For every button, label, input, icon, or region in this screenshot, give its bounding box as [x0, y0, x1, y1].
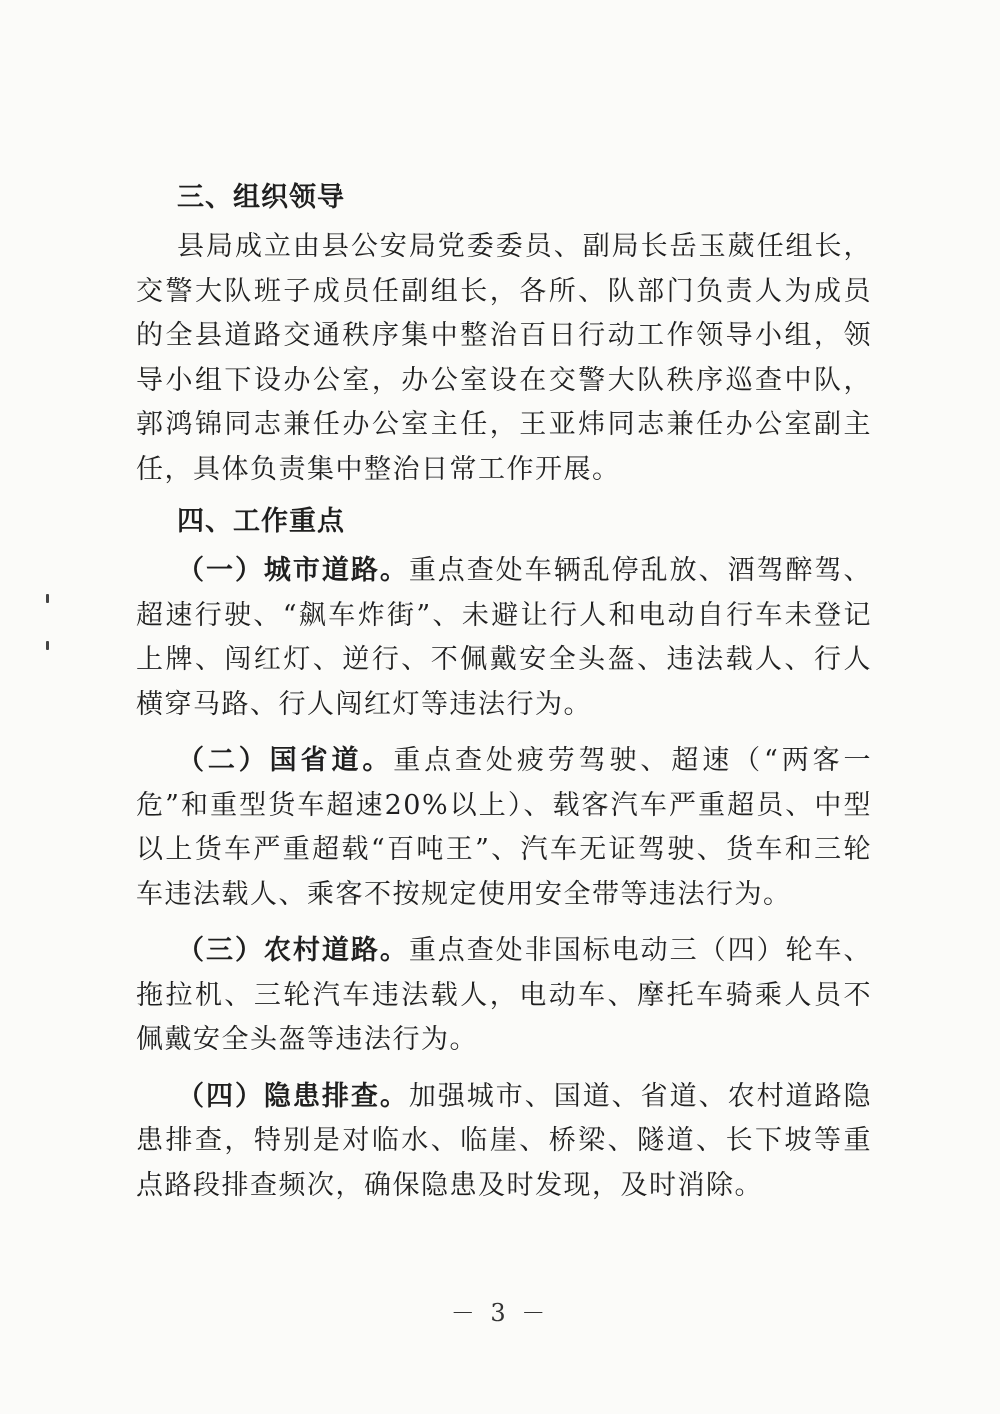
section-heading: 四、工作重点 — [177, 506, 345, 537]
paragraph-text: 加强城市、国道、省道、农村道路隐患排查，特别是对临水、临崖、桥梁、隧道、长下坡等重点路段排查频次，确保隐患及时发现，及时消除。 — [136, 1080, 873, 1201]
body-paragraph — [136, 929, 872, 1063]
section-heading: 三、组织领导 — [177, 182, 345, 213]
paragraph-text: 县局成立由县公安局党委委员、副局长岳玉葳任组长，交警大队班子成员任副组长，各所、队部门负责人为成员的全县道路交通秩序集中整治百日行动工作领导小组，领导小组下设办公室，办公室设在交警大队秩序巡查中队，郭鸿锦同志兼任办公室主任，王亚炜同志兼任办公室副主任，具体负责集中整治日常工作开展。 — [136, 231, 872, 485]
paragraph-text: 重点查处车辆乱停乱放、酒驾醉驾、超速行驶、“飙车炸街”、未避让行人和电动自行车未登记上牌、闯红灯、逆行、不佩戴安全头盔、违法载人、行人横穿马路、行人闯红灯等违法行为。 — [136, 555, 873, 720]
paragraph-lead: （二）国省道。 — [177, 745, 394, 776]
paragraph-lead: （三）农村道路。 — [177, 935, 409, 966]
paragraph-lead: （一）城市道路。 — [177, 555, 409, 586]
paragraph-text: 重点查处非国标电动三（四）轮车、拖拉机、三轮汽车违法载人，电动车、摩托车骑乘人员不佩戴安全头盔等违法行为。 — [136, 935, 873, 1055]
margin-mark — [46, 641, 49, 650]
margin-mark — [46, 594, 49, 603]
body-paragraph — [136, 1075, 872, 1209]
body-paragraph — [136, 549, 872, 727]
paragraph-lead: （四）隐患排查。 — [177, 1080, 409, 1112]
page-number: － 3 － — [450, 1299, 550, 1327]
paragraph-text: 重点查处疲劳驾驶、超速（“两客一危”和重型货车超速20%以上）、载客汽车严重超员、中型以上货车严重超载“百吨王”、汽车无证驾驶、货车和三轮车违法载人、乘客不按规定使用安全带等违法行为。 — [136, 745, 872, 910]
body-paragraph — [136, 739, 872, 917]
body-paragraph — [136, 225, 872, 492]
document-body — [136, 180, 872, 1220]
